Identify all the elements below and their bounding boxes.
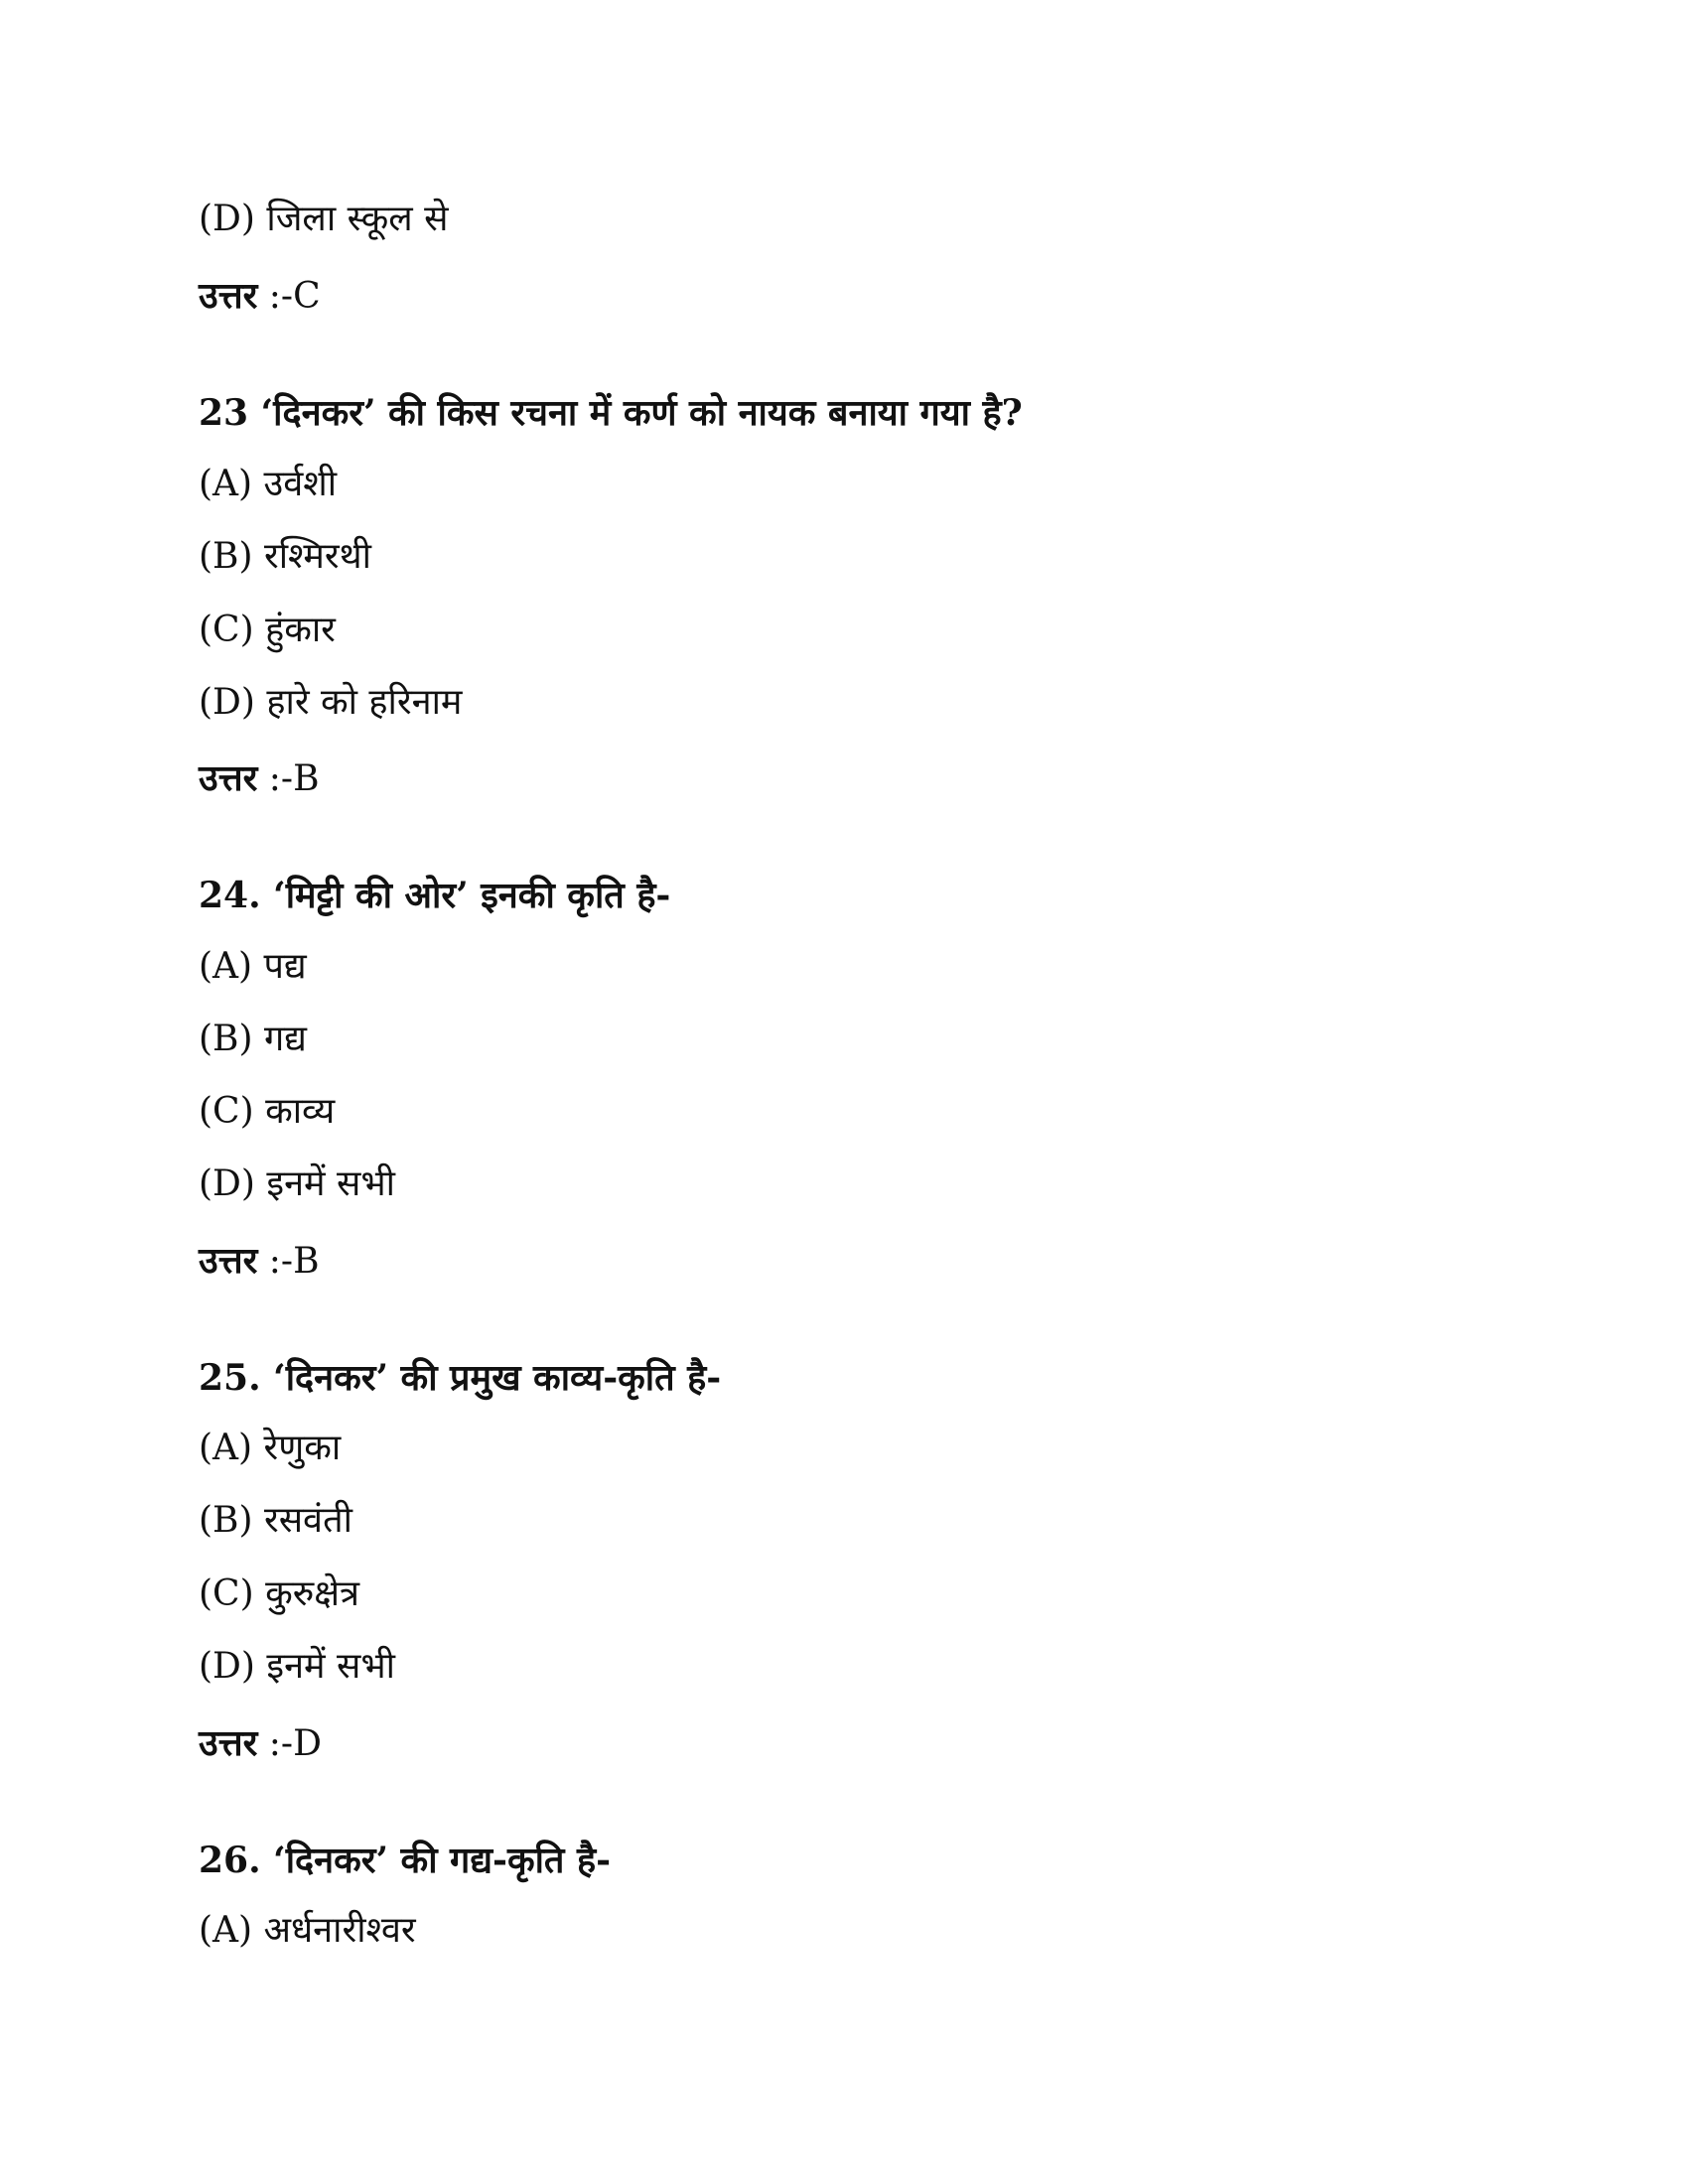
q24-option-a: (A) पद्य: [199, 946, 307, 987]
answer-value: :-D: [257, 1723, 322, 1764]
question-25: 25. ‘दिनकर’ की प्रमुख काव्य-कृति है-: [199, 1357, 722, 1399]
q25-option-d: (D) इनमें सभी: [199, 1646, 395, 1687]
q23-option-b: (B) रश्मिरथी: [199, 536, 371, 577]
q23-option-d: (D) हारे को हरिनाम: [199, 682, 463, 723]
answer: [199, 275, 321, 317]
q25-option-b: (B) रसवंती: [199, 1500, 352, 1541]
q24-option-c: (C) काव्य: [199, 1091, 336, 1132]
answer-label: उत्तर: [199, 757, 258, 799]
q23-option-a: (A) उर्वशी: [199, 464, 338, 504]
answer-value: :-B: [257, 1241, 320, 1282]
q24-option-b: (B) गद्य: [199, 1019, 307, 1059]
q23-option-c: (C) हुंकार: [199, 610, 336, 650]
answer-label: उत्तर: [199, 275, 258, 317]
q24-answer: [199, 1240, 320, 1282]
answer-value: :-B: [257, 758, 320, 799]
answer-label: उत्तर: [199, 1240, 258, 1282]
question-24: 24. ‘मिट्टी की ओर’ इनकी कृति है-: [199, 875, 671, 916]
q24-option-d: (D) इनमें सभी: [199, 1163, 395, 1204]
q26-option-a: (A) अर्धनारीश्वर: [199, 1910, 416, 1951]
q25-answer: [199, 1722, 322, 1764]
question-23: 23 ‘दिनकर’ की किस रचना में कर्ण को नायक बनाया गया है?: [199, 392, 1023, 434]
q25-option-a: (A) रेणुका: [199, 1428, 342, 1468]
q23-answer: [199, 757, 320, 799]
option-d: (D) जिला स्कूल से: [199, 199, 449, 239]
answer-value: :-C: [257, 276, 321, 317]
q25-option-c: (C) कुरुक्षेत्र: [199, 1573, 359, 1614]
answer-label: उत्तर: [199, 1722, 258, 1764]
question-26: 26. ‘दिनकर’ की गद्य-कृति है-: [199, 1840, 612, 1881]
